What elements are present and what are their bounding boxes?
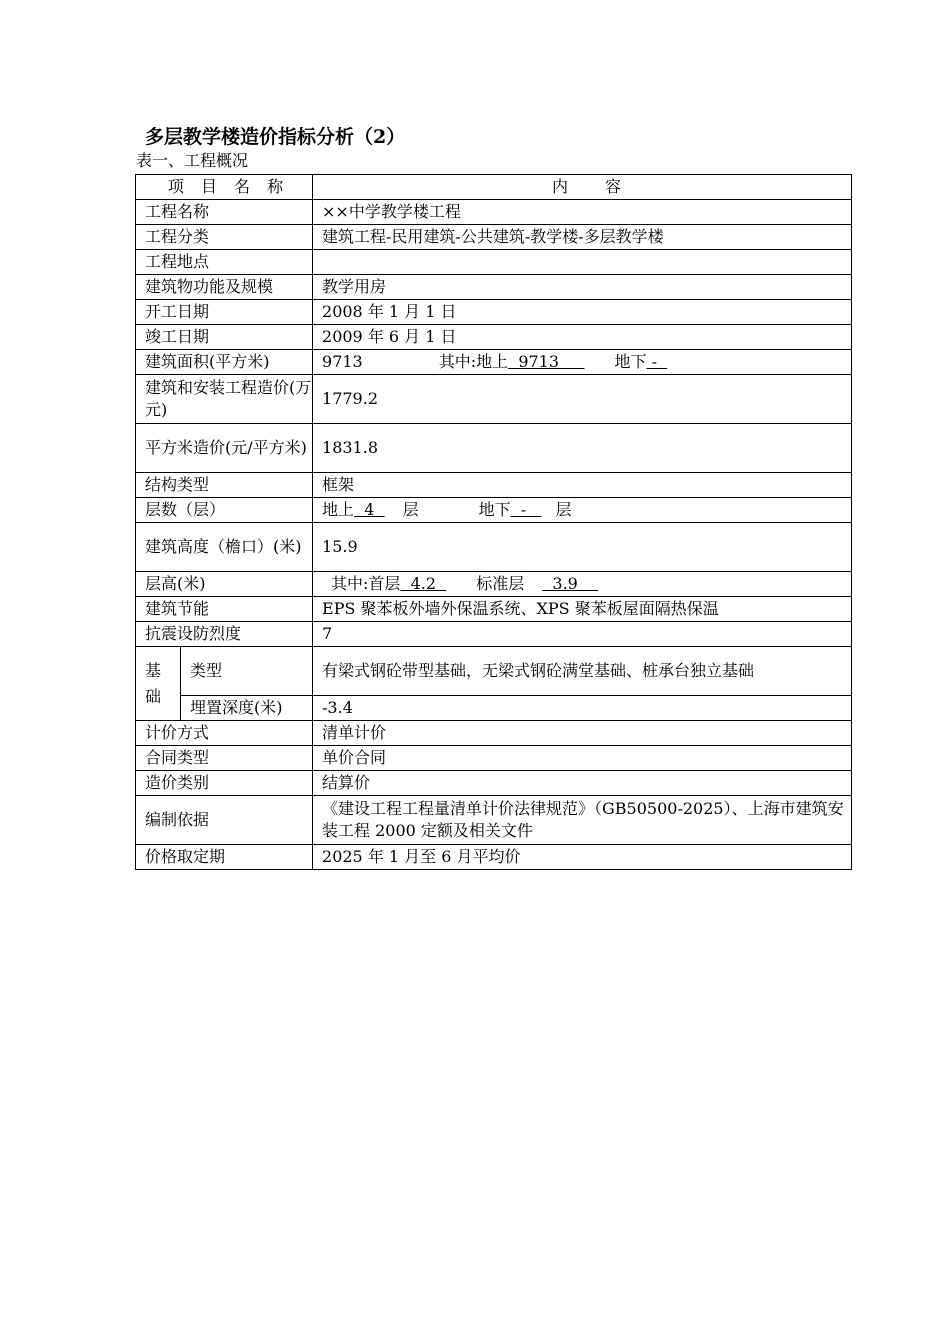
row-value: ××中学教学楼工程 <box>313 200 852 225</box>
table-caption: 表一、工程概况 <box>136 151 249 170</box>
table-row <box>136 225 852 250</box>
row-value: 《建设工程工程量清单计价法律规范》（GB50500-2025）、上海市建筑安装工程 2000 定额及相关文件 <box>313 796 852 845</box>
row-label: 编制依据 <box>136 796 313 845</box>
row-value: 教学用房 <box>313 275 852 300</box>
row-value: 结算价 <box>313 771 852 796</box>
area-total: 9713 <box>322 352 363 371</box>
table-header-row <box>136 175 852 200</box>
table-row <box>136 696 852 721</box>
row-value: 1831.8 <box>313 424 852 473</box>
floors-below-value: - <box>510 500 542 519</box>
row-value: 15.9 <box>313 523 852 572</box>
table-row <box>136 622 852 647</box>
row-label: 价格取定期 <box>136 845 313 870</box>
table-row <box>136 375 852 424</box>
first-floor-value: 4.2 <box>400 574 447 593</box>
row-value <box>313 498 852 523</box>
row-label: 建筑高度（檐口）(米) <box>136 523 313 572</box>
table-row <box>136 796 852 845</box>
table-row <box>136 771 852 796</box>
table-row <box>136 746 852 771</box>
row-value <box>313 572 852 597</box>
foundation-type-value: 有梁式钢砼带型基础，无梁式钢砼满堂基础、桩承台独立基础 <box>313 647 852 696</box>
row-label: 平方米造价(元/平方米) <box>136 424 313 473</box>
row-label: 建筑面积(平方米) <box>136 350 313 375</box>
foundation-depth-value: -3.4 <box>313 696 852 721</box>
table-row <box>136 721 852 746</box>
floors-above-label: 地上 <box>322 500 355 519</box>
table-row <box>136 350 852 375</box>
floors-below-unit: 层 <box>555 500 572 519</box>
row-value <box>313 350 852 375</box>
standard-floor-label: 标准层 <box>476 574 525 593</box>
row-label: 工程名称 <box>136 200 313 225</box>
first-floor-label: 其中:首层 <box>331 574 401 593</box>
floors-below-label: 地下 <box>478 500 511 519</box>
table-row <box>136 473 852 498</box>
table-row <box>136 572 852 597</box>
row-label: 抗震设防烈度 <box>136 622 313 647</box>
table-row <box>136 250 852 275</box>
row-label: 建筑物功能及规模 <box>136 275 313 300</box>
row-value: 2009 年 6 月 1 日 <box>313 325 852 350</box>
row-label: 层数（层） <box>136 498 313 523</box>
foundation-label <box>136 647 181 721</box>
row-label: 建筑和安装工程造价(万元) <box>136 375 313 424</box>
area-below-value: - <box>646 352 668 371</box>
table-row <box>136 275 852 300</box>
row-label: 合同类型 <box>136 746 313 771</box>
row-label: 建筑节能 <box>136 597 313 622</box>
row-value: 清单计价 <box>313 721 852 746</box>
row-value: EPS 聚苯板外墙外保温系统、XPS 聚苯板屋面隔热保温 <box>313 597 852 622</box>
foundation-type-label: 类型 <box>181 647 313 696</box>
header-content-text: 内 容 <box>551 177 622 196</box>
table-row <box>136 325 852 350</box>
row-label: 造价类别 <box>136 771 313 796</box>
table-row <box>136 597 852 622</box>
project-overview-table <box>135 174 852 870</box>
row-value: 2025 年 1 月至 6 月平均价 <box>313 845 852 870</box>
table-row <box>136 647 852 696</box>
table-row <box>136 845 852 870</box>
header-name-cell <box>136 175 313 200</box>
row-label: 工程分类 <box>136 225 313 250</box>
table-row <box>136 523 852 572</box>
row-value: 建筑工程-民用建筑-公共建筑-教学楼-多层教学楼 <box>313 225 852 250</box>
row-label: 结构类型 <box>136 473 313 498</box>
row-label: 工程地点 <box>136 250 313 275</box>
table-row <box>136 300 852 325</box>
row-label: 计价方式 <box>136 721 313 746</box>
header-content-cell <box>313 175 852 200</box>
row-value: 1779.2 <box>313 375 852 424</box>
row-value: 单价合同 <box>313 746 852 771</box>
row-value: 框架 <box>313 473 852 498</box>
foundation-depth-label: 埋置深度(米) <box>181 696 313 721</box>
area-above-label: 其中:地上 <box>438 352 509 371</box>
table-row <box>136 424 852 473</box>
row-value <box>313 250 852 275</box>
floors-above-unit: 层 <box>402 500 419 519</box>
table-row <box>136 498 852 523</box>
foundation-label-text: 基础 <box>145 660 162 706</box>
standard-floor-value: 3.9 <box>542 574 599 593</box>
row-value: 2008 年 1 月 1 日 <box>313 300 852 325</box>
area-above-value: 9713 <box>508 352 585 371</box>
row-label: 竣工日期 <box>136 325 313 350</box>
floors-above-value: 4 <box>354 500 385 519</box>
row-value: 7 <box>313 622 852 647</box>
row-label: 层高(米) <box>136 572 313 597</box>
header-name-text: 项 目 名 称 <box>167 177 290 196</box>
page-title: 多层教学楼造价指标分析（2） <box>145 126 406 148</box>
row-label: 开工日期 <box>136 300 313 325</box>
table-row <box>136 200 852 225</box>
area-below-label: 地下 <box>614 352 647 371</box>
